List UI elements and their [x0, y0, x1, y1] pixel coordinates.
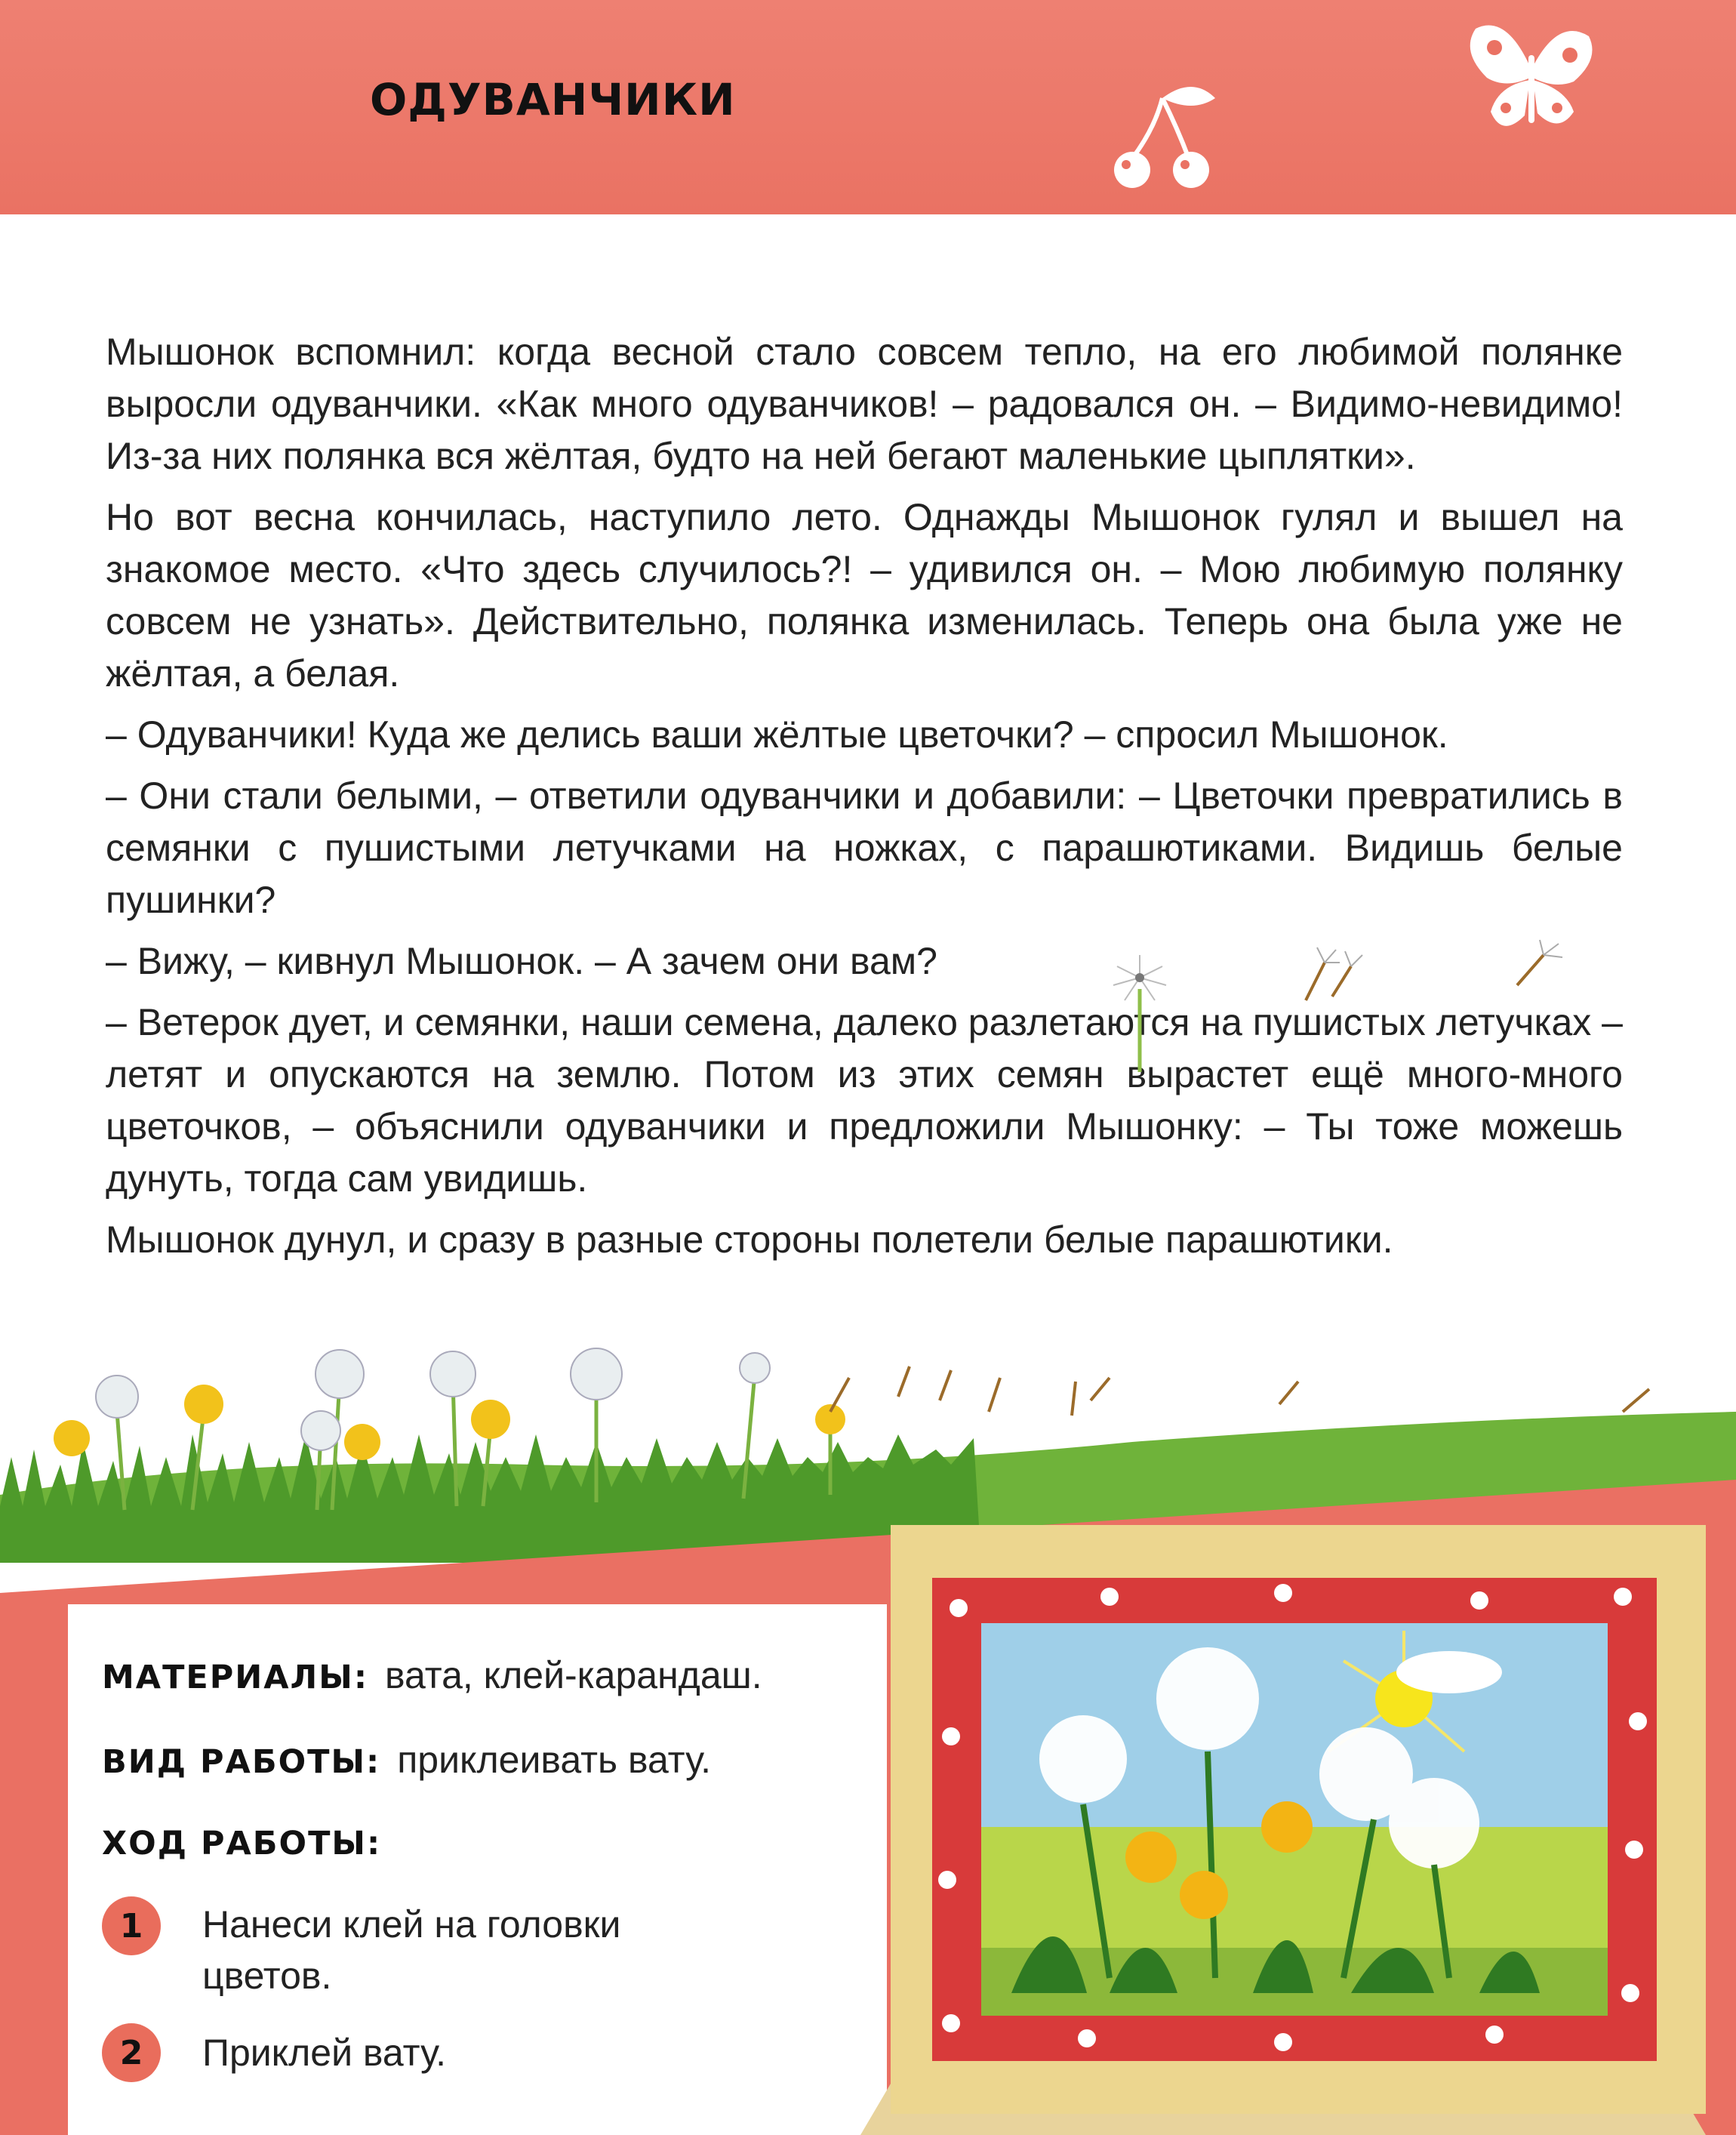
- step-number: 2: [102, 2023, 161, 2082]
- story-paragraph: Но вот весна кончилась, наступило лето. Однажды Мышонок гулял и вышел на знакомое место. «Что здесь случилось?! – удивился он. – Мою любимую полянку совсем не узнать». Действительно, полянка изменилась. Теперь она была уже не жёлтая, а белая.: [106, 496, 1623, 695]
- materials-row: [102, 1653, 762, 1697]
- step-text: Нанеси клей на головки цветов.: [202, 1903, 621, 1997]
- story-paragraph: – Ветерок дует, и семянки, наши семена, далеко разлетаются на пушистых летучках – летят и опускаются на землю. Потом из этих семян вырастет ещё много-много цветочков, – объяснили одуванчики и предложили Мышонку: – Ты тоже можешь дунуть, тогда сам увидишь.: [106, 1001, 1623, 1200]
- butterfly-icon: [1461, 14, 1600, 146]
- step-number: 1: [102, 1896, 161, 1955]
- instructions-box: [68, 1604, 887, 2135]
- process-label: ХОД РАБОТЫ:: [102, 1825, 382, 1862]
- craft-example-image: [860, 1525, 1736, 2135]
- materials-value: вата, клей-карандаш.: [385, 1654, 762, 1696]
- step-text: Приклей вату.: [202, 2032, 446, 2074]
- story-paragraph: Мышонок вспомнил: когда весной стало совсем тепло, на его любимой полянке выросли одуванчики. «Как много одуванчиков! – радовался он. – Видимо-невидимо! Из-за них полянка вся жёлтая, будто на ней бегают маленькие цыплятки».: [106, 331, 1623, 477]
- work-type-value: приклеивать вату.: [397, 1739, 712, 1781]
- dandelion-icon: [1102, 951, 1177, 1072]
- story-paragraph: – Вижу, – кивнул Мышонок. – А зачем они вам?: [106, 940, 937, 982]
- story-text: [106, 326, 1623, 1275]
- dandelion-seed-icon: [1298, 944, 1366, 1004]
- work-type-row: [102, 1738, 711, 1782]
- work-type-label: ВИД РАБОТЫ:: [102, 1743, 381, 1781]
- story-paragraph: – Одуванчики! Куда же делись ваши жёлтые цветочки? – спросил Мышонок.: [106, 713, 1448, 756]
- process-row: [102, 1819, 398, 1863]
- dandelion-seed-icon: [1510, 936, 1570, 989]
- cherry-icon: [1110, 75, 1230, 196]
- page-title: ОДУВАНЧИКИ: [370, 74, 736, 125]
- story-paragraph: Мышонок дунул, и сразу в разные стороны полетели белые парашютики.: [106, 1218, 1393, 1261]
- materials-label: МАТЕРИАЛЫ:: [102, 1659, 369, 1696]
- story-paragraph: – Они стали белыми, – ответили одуванчики и добавили: – Цветочки превратились в семянки с пушистыми летучками на ножках, с парашютиками. Видишь белые пушинки?: [106, 775, 1623, 921]
